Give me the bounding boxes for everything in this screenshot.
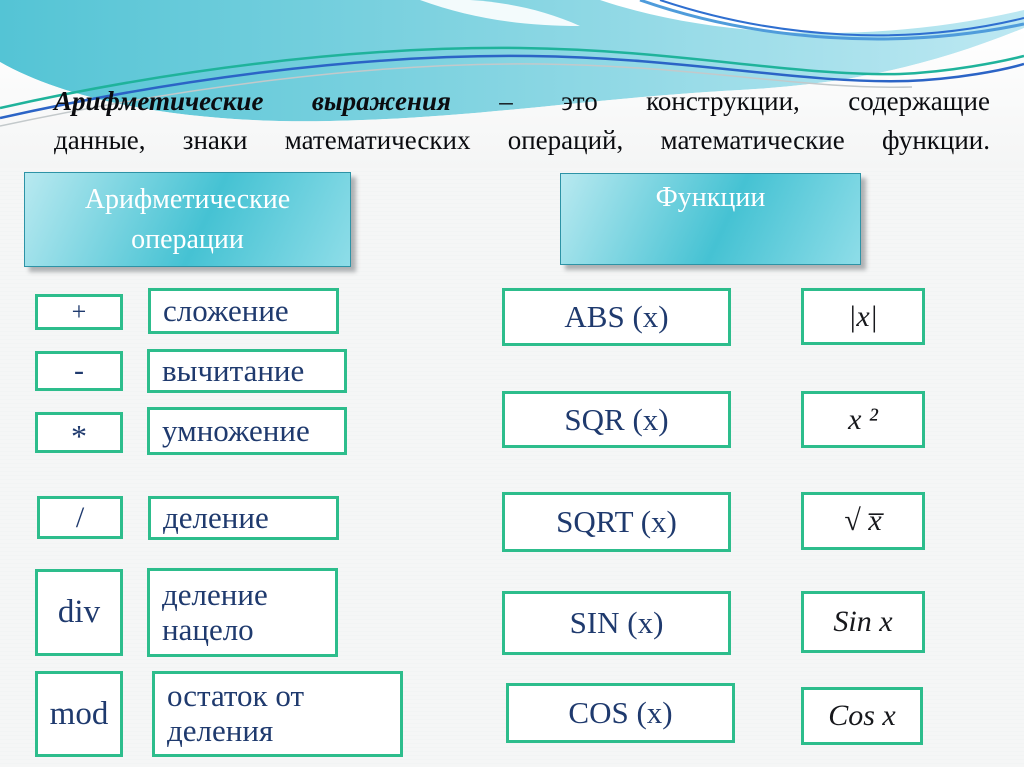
function-box-cos: COS (x): [506, 683, 735, 743]
function-box-sqrt: SQRT (x): [502, 492, 731, 552]
title-emphasis: Арифметические выражения: [54, 86, 451, 116]
operator-box-slash: /: [37, 496, 123, 539]
header-box-functions: [560, 173, 861, 265]
operator-box-mod: mod: [35, 671, 123, 757]
notation-box-sin: Sin x: [801, 591, 925, 653]
title-line2: данные, знаки математических операций, математические функции.: [54, 125, 990, 155]
operation-label-addition: сложение: [148, 288, 339, 334]
page-title: [54, 82, 990, 160]
operation-label-multiplication: умножение: [147, 407, 347, 455]
operator-box-asterisk: *: [35, 412, 123, 453]
notation-box-sqr: x ²: [801, 391, 925, 448]
notation-box-abs: |x|: [801, 288, 925, 345]
operator-box-minus: -: [35, 351, 123, 391]
function-box-sqr: SQR (x): [502, 391, 731, 448]
operation-label-integer-division: деление нацело: [147, 568, 338, 657]
header-box-operations: [24, 172, 351, 267]
function-box-sin: SIN (x): [502, 591, 731, 655]
title-line1-rest: – это конструкции, содержащие: [499, 86, 990, 116]
header-operations-label: Арифметические операции: [84, 184, 291, 255]
notation-box-sqrt: √ x̅: [801, 492, 925, 550]
operation-label-remainder: остаток от деления: [152, 671, 403, 757]
notation-box-cos: Cos x: [801, 687, 923, 745]
header-functions-label: Функции: [655, 182, 766, 213]
operation-label-division: деление: [148, 496, 339, 540]
operation-label-subtraction: вычитание: [147, 349, 347, 393]
function-box-abs: ABS (x): [502, 288, 731, 346]
operator-box-div: div: [35, 569, 123, 656]
operator-box-plus: +: [35, 294, 123, 330]
